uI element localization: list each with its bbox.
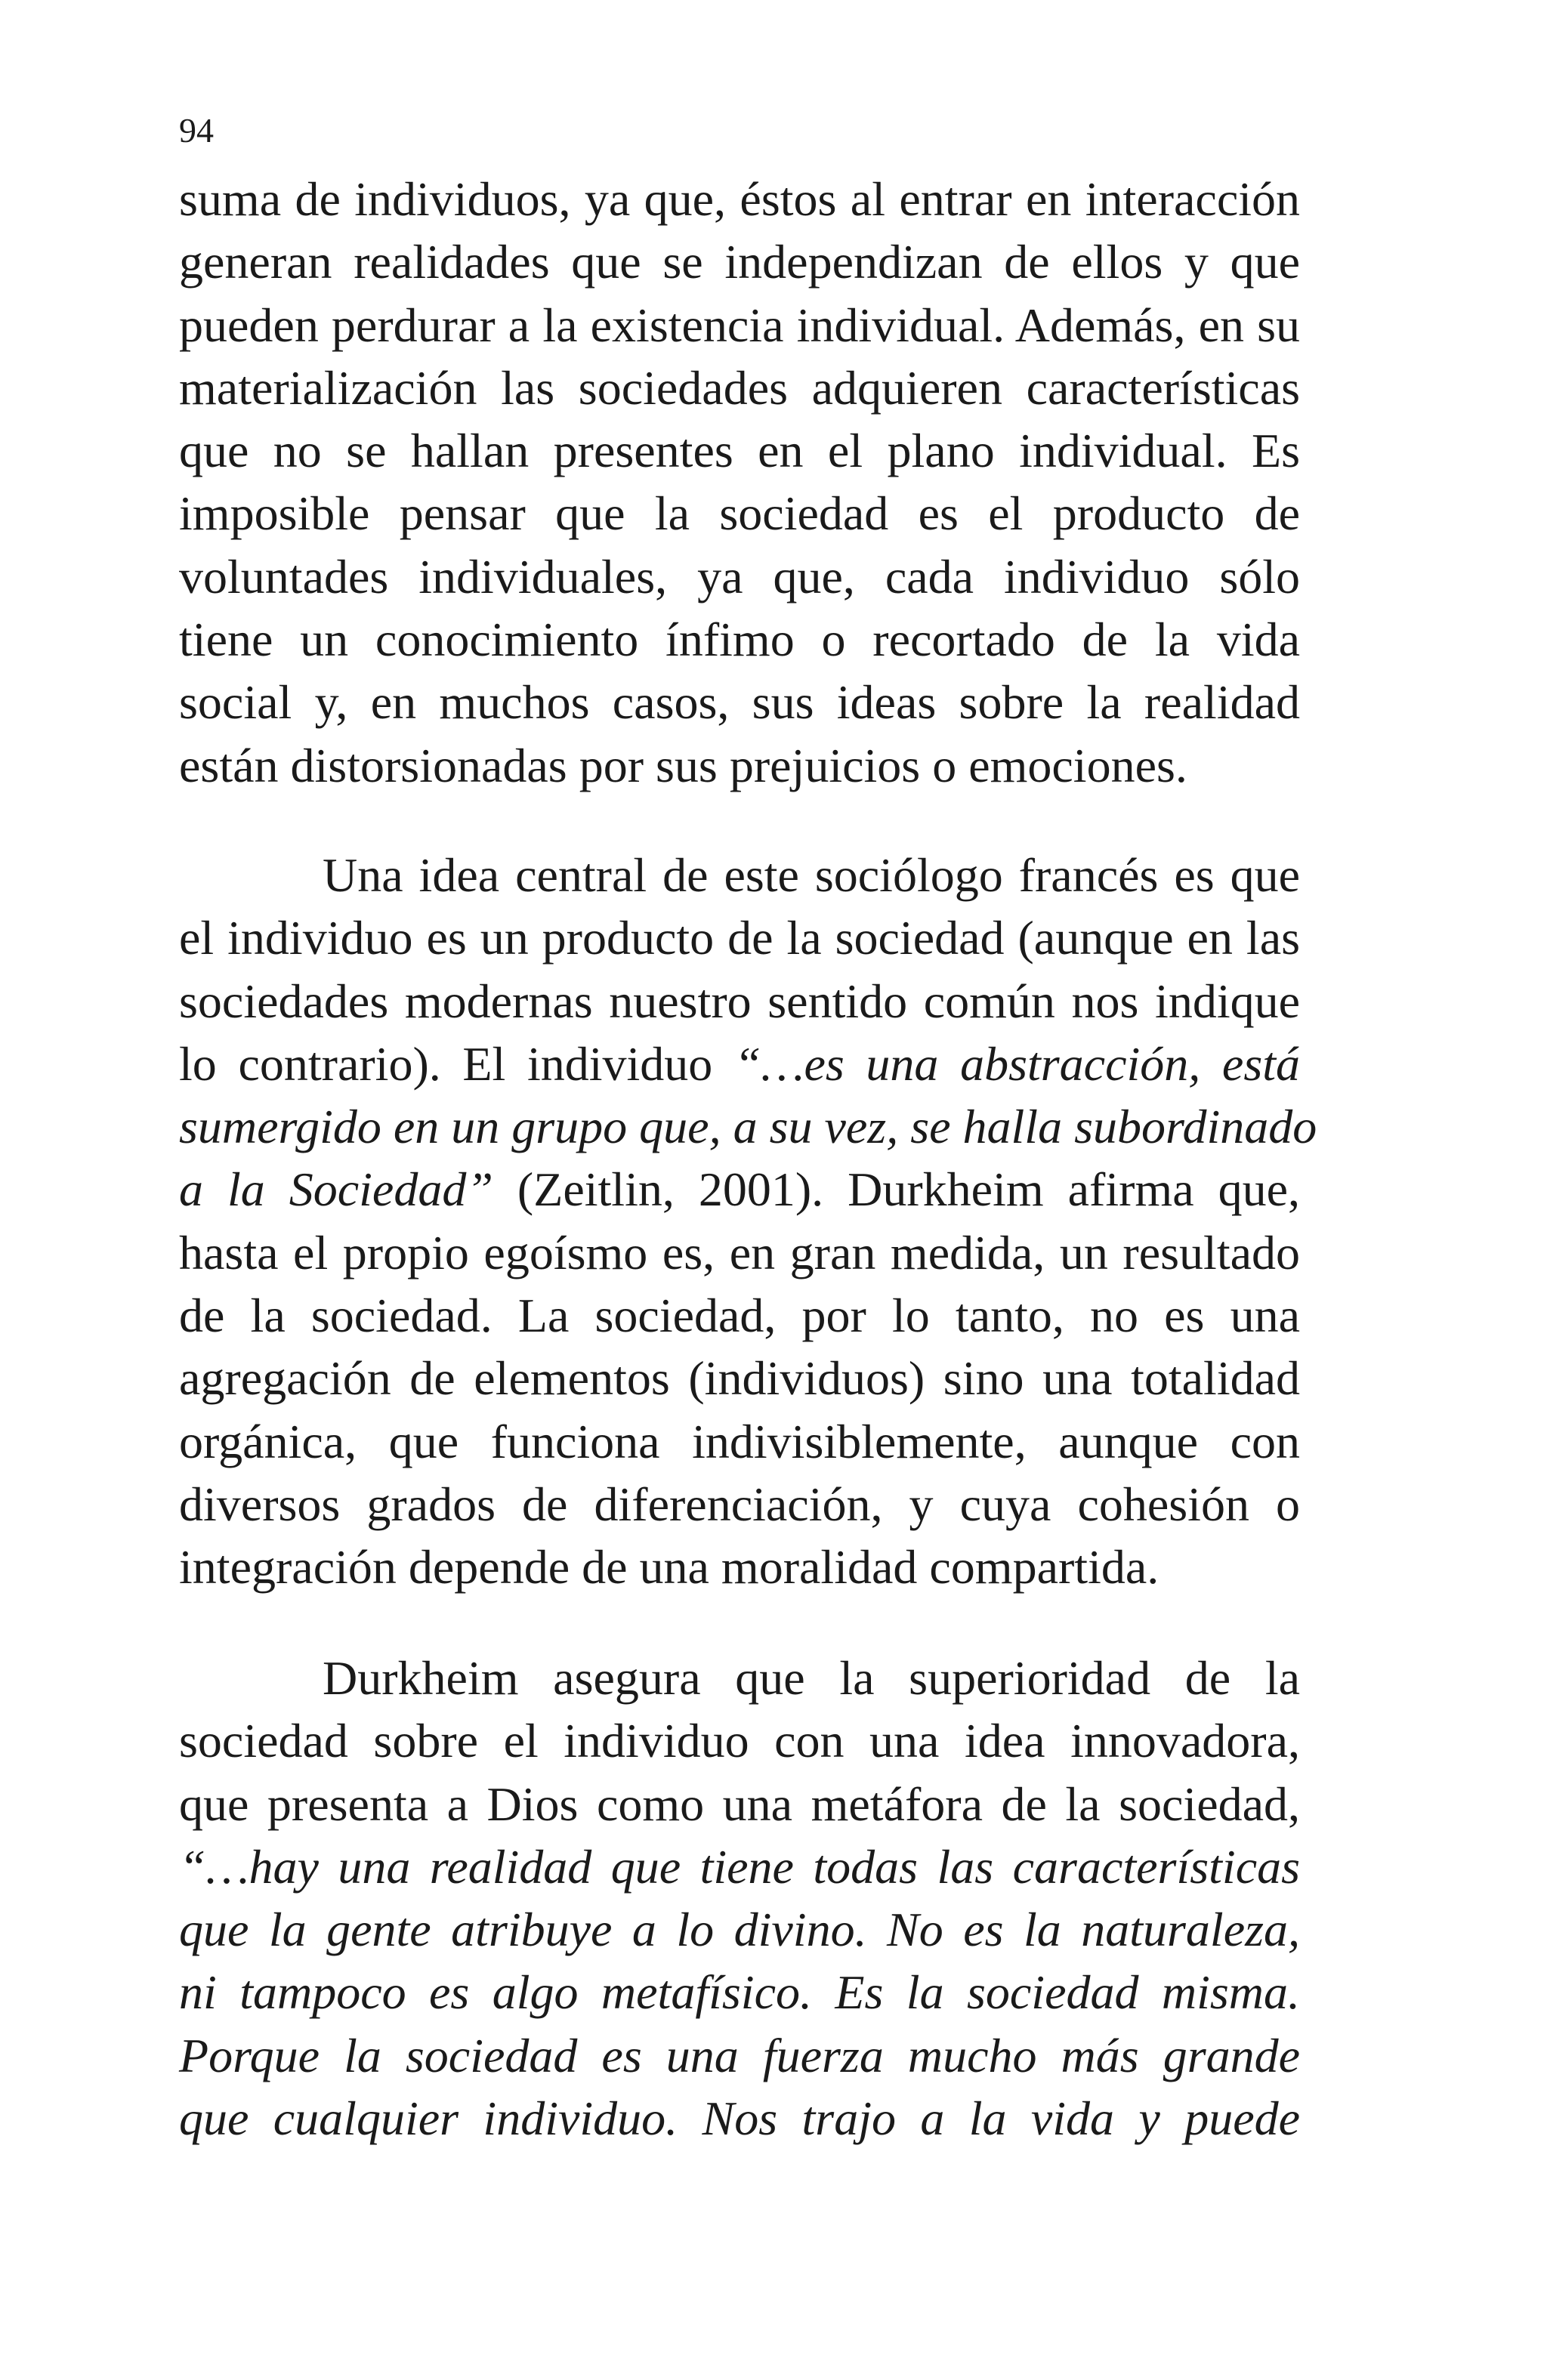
quote-line: “…hay una realidad que tiene todas las características [179,1839,1300,1894]
paragraph-line: generan realidades que se independizan de ellos y que [179,235,1300,289]
paragraph-line: que no se hallan presentes en el plano individual. Es [179,424,1300,478]
paragraph-line: sociedad sobre el individuo con una idea innovadora, [179,1714,1300,1768]
paragraph-line: materialización las sociedades adquieren características [179,360,1300,415]
paragraph-2 [179,844,1317,1599]
paragraph-line: Durkheim asegura que la superioridad de la [323,1651,1300,1705]
roman-text: lo contrario). El individuo [179,1036,734,1091]
paragraph-line: social y, en muchos casos, sus ideas sobre la realidad [179,675,1300,730]
citation-text: (Zeitlin, 2001). Durkheim afirma que, [493,1162,1301,1217]
page-number: 94 [179,111,214,150]
paragraph-line: hasta el propio egoísmo es, en gran medida, un resultado [179,1225,1300,1280]
paragraph-line: están distorsionadas por sus prejuicios o emociones. [179,738,1187,792]
quote-line: sumergido en un grupo que, a su vez, se halla subordinado [179,1100,1317,1154]
paragraph-line: agregación de elementos (individuos) sino una totalidad [179,1351,1300,1406]
paragraph-line: que presenta a Dios como una metáfora de la sociedad, [179,1777,1300,1831]
paragraph-line: suma de individuos, ya que, éstos al entrar en interacción [179,172,1300,226]
paragraph-3 [179,1647,1300,2150]
quote-line: que cualquier individuo. Nos trajo a la vida y puede [179,2091,1300,2146]
paragraph-line: voluntades individuales, ya que, cada individuo sólo [179,549,1300,603]
paragraph-line: integración depende de una moralidad compartida. [179,1540,1159,1594]
quote-text: “…es una abstracción, está [733,1036,1300,1091]
paragraph-line: el individuo es un producto de la sociedad (aunque en las [179,911,1300,965]
quote-line: ni tampoco es algo metafísico. Es la sociedad misma. [179,1965,1300,2020]
paragraph-line: pueden perdurar a la existencia individual. Además, en su [179,298,1300,352]
paragraph-line: imposible pensar que la sociedad es el producto de [179,486,1300,541]
quote-line: Porque la sociedad es una fuerza mucho más grande [179,2028,1300,2082]
quote-line: que la gente atribuye a lo divino. No es la naturaleza, [179,1903,1300,1957]
paragraph-line: de la sociedad. La sociedad, por lo tanto, no es una [179,1289,1300,1343]
paragraph-line: tiene un conocimiento ínfimo o recortado de la vida [179,613,1300,667]
quote-text: a la Sociedad” [179,1162,493,1217]
paragraph-line: Una idea central de este sociólogo francés es que [323,848,1300,902]
paragraph-line: diversos grados de diferenciación, y cuya cohesión o [179,1477,1300,1531]
paragraph-1 [179,168,1300,797]
paragraph-line: orgánica, que funciona indivisiblemente, aunque con [179,1414,1300,1468]
paragraph-line: sociedades modernas nuestro sentido común nos indique [179,974,1300,1028]
paragraph-line [179,1033,1300,1095]
paragraph-line [179,1158,1300,1221]
